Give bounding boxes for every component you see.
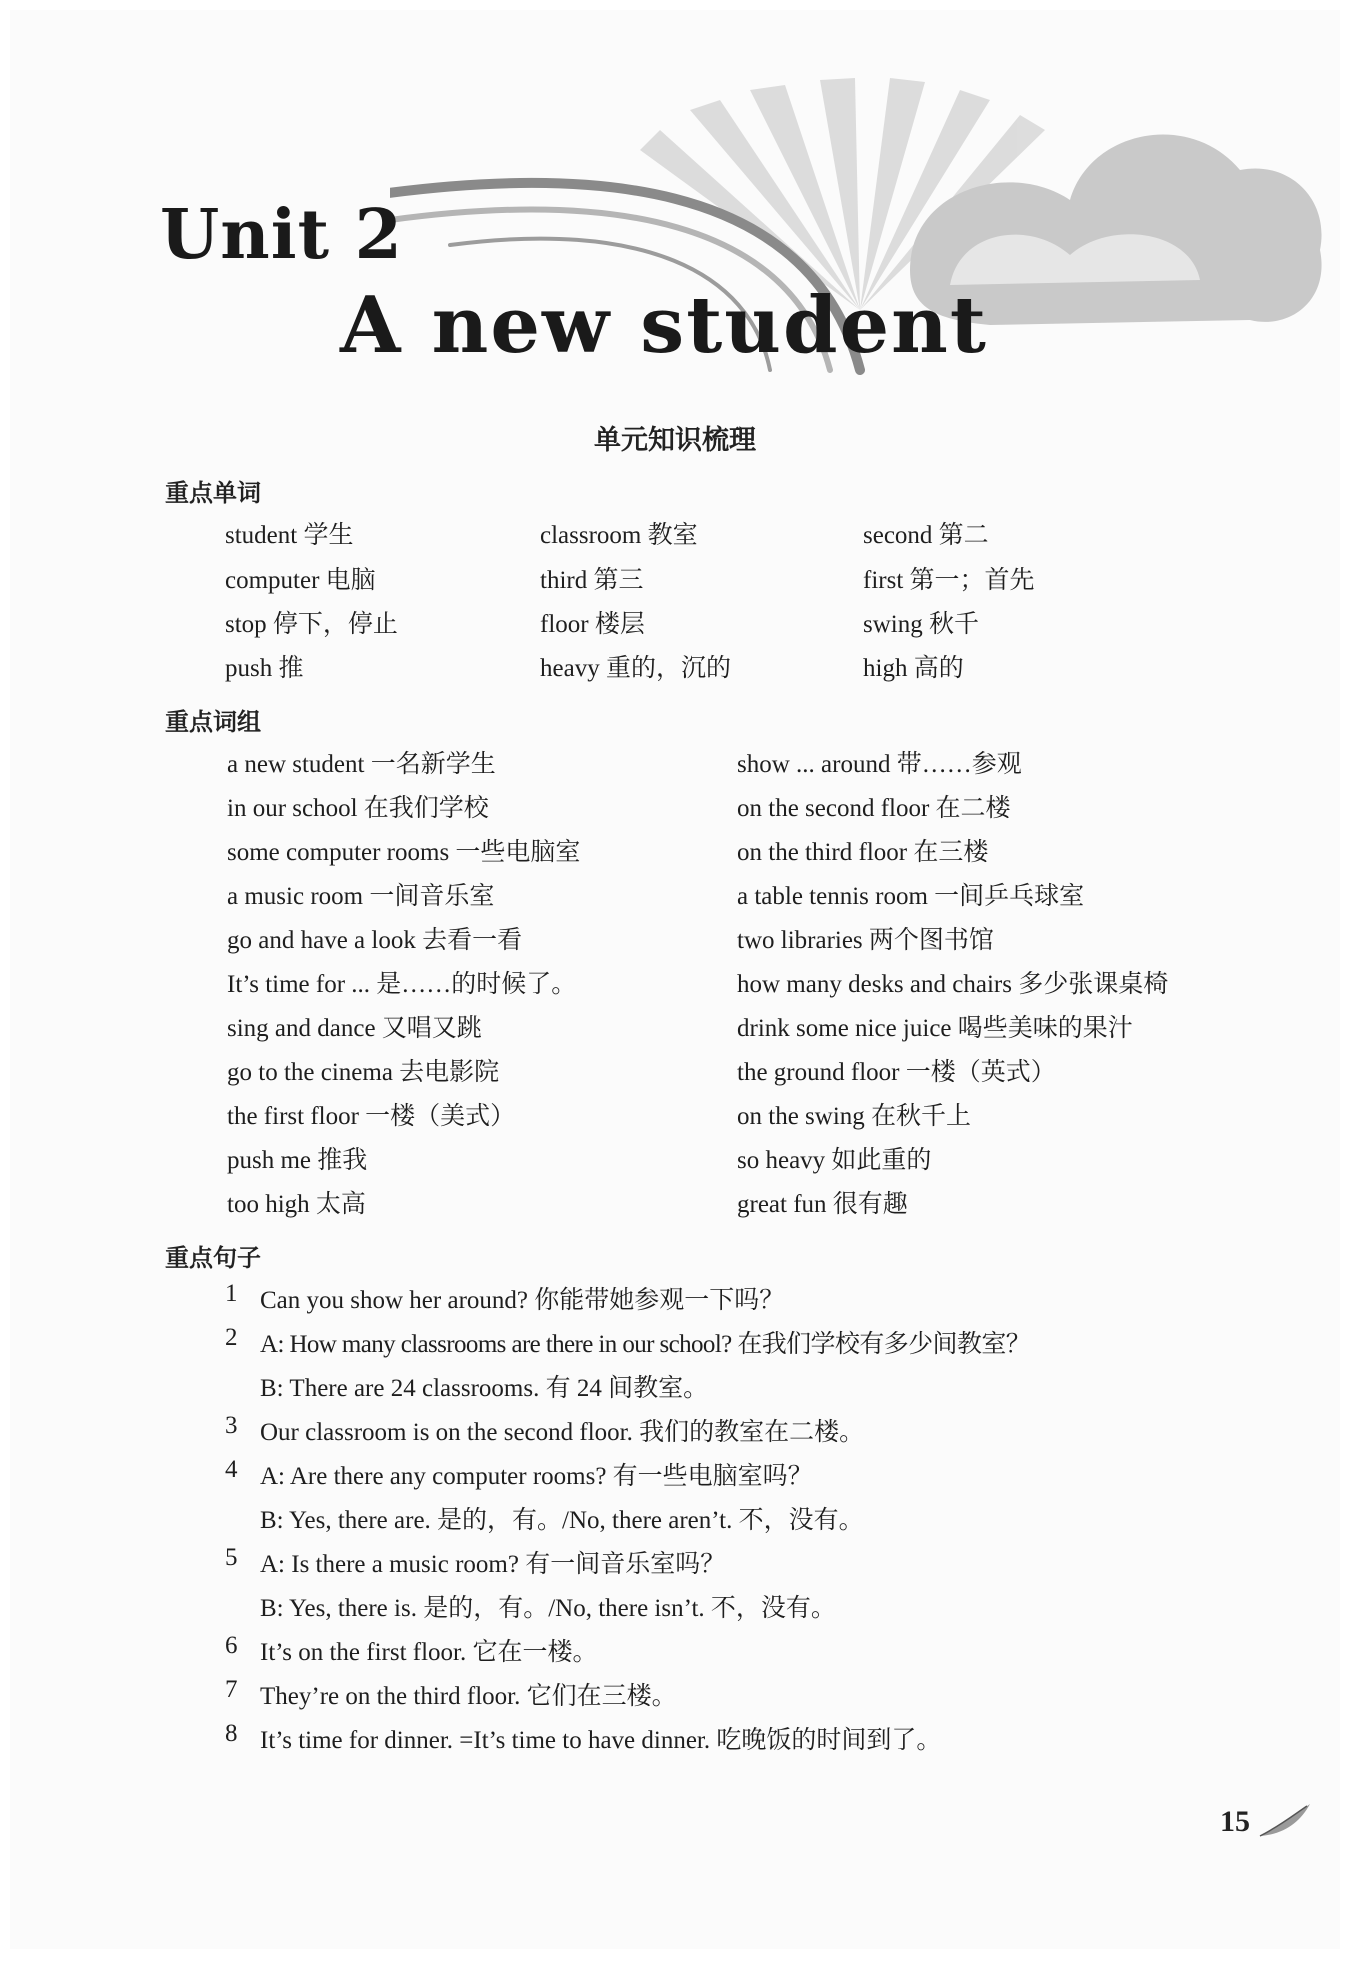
unit-title: Unit 2 [160,195,403,275]
phrase-cell: too high 太高 [227,1191,366,1218]
phrase-cell: the ground floor 一楼（英式） [737,1059,1056,1086]
phrase-cell: on the swing 在秋千上 [737,1103,972,1130]
leaf-icon [1255,1800,1315,1840]
sentence-number: 8 [225,1720,238,1747]
phrase-cell: go to the cinema 去电影院 [227,1059,500,1086]
sentence-number: 2 [225,1324,238,1351]
phrase-cell: a table tennis room 一间乒乓球室 [737,883,1085,910]
vocab-cell: push 推 [225,655,304,682]
lesson-title: A new student [340,280,988,371]
vocab-cell: stop 停下，停止 [225,611,398,638]
sentence-text: Our classroom is on the second floor. 我们的教室在二楼。 [260,1419,865,1446]
phrase-cell: some computer rooms 一些电脑室 [227,839,581,866]
phrase-cell: a music room 一间音乐室 [227,883,495,910]
phrase-cell: how many desks and chairs 多少张课桌椅 [737,971,1169,998]
phrase-cell: sing and dance 又唱又跳 [227,1015,482,1042]
vocab-cell: swing 秋千 [863,611,979,638]
phrase-cell: push me 推我 [227,1147,368,1174]
sentence-number: 5 [225,1544,238,1571]
sentence-text: B: There are 24 classrooms. 有 24 间教室。 [260,1375,709,1402]
phrases-heading: 重点词组 [165,708,261,736]
phrase-cell: on the third floor 在三楼 [737,839,989,866]
vocab-cell: first 第一；首先 [863,567,1035,594]
sentence-text: It’s time for dinner. =It’s time to have dinner. 吃晚饭的时间到了。 [260,1727,942,1754]
section-title: 单元知识梳理 [594,425,756,456]
phrase-cell: show ... around 带……参观 [737,751,1022,778]
vocab-cell: high 高的 [863,655,964,682]
sentence-number: 4 [225,1456,238,1483]
sentence-text: They’re on the third floor. 它们在三楼。 [260,1683,677,1710]
phrase-cell: drink some nice juice 喝些美味的果汁 [737,1015,1133,1042]
vocab-cell: third 第三 [540,567,644,594]
vocab-cell: student 学生 [225,522,354,549]
sentence-text: B: Yes, there is. 是的，有。/No, there isn’t. 不，没有。 [260,1595,836,1622]
vocab-cell: classroom 教室 [540,522,698,549]
sentence-text: Can you show her around? 你能带她参观一下吗？ [260,1287,785,1314]
sentence-text: B: Yes, there are. 是的，有。/No, there aren’t. 不，没有。 [260,1507,864,1534]
document-page [10,10,1340,1949]
sentence-text: It’s on the first floor. 它在一楼。 [260,1639,598,1666]
sentence-number: 7 [225,1676,238,1703]
page-number: 15 [1220,1805,1250,1838]
phrase-cell: a new student 一名新学生 [227,751,496,778]
phrase-cell: on the second floor 在二楼 [737,795,1011,822]
phrase-cell: It’s time for ... 是……的时候了。 [227,971,577,998]
sentence-number: 3 [225,1412,238,1439]
vocabulary-heading: 重点单词 [165,479,261,507]
phrase-cell: two libraries 两个图书馆 [737,927,994,954]
phrase-cell: the first floor 一楼（美式） [227,1103,516,1130]
sentence-text: A: Is there a music room? 有一间音乐室吗？ [260,1551,726,1578]
vocab-cell: second 第二 [863,522,989,549]
phrase-cell: so heavy 如此重的 [737,1147,932,1174]
sentences-heading: 重点句子 [165,1244,261,1272]
vocab-cell: computer 电脑 [225,567,376,594]
phrase-cell: great fun 很有趣 [737,1191,908,1218]
sentence-text: A: Are there any computer rooms? 有一些电脑室吗？ [260,1463,813,1490]
sentence-text: A: How many classrooms are there in our school? 在我们学校有多少间教室？ [260,1331,1031,1358]
phrase-cell: go and have a look 去看一看 [227,927,523,954]
vocab-cell: floor 楼层 [540,611,645,638]
phrase-cell: in our school 在我们学校 [227,795,489,822]
sentence-number: 1 [225,1280,238,1307]
vocab-cell: heavy 重的，沉的 [540,655,731,682]
sentence-number: 6 [225,1632,238,1659]
